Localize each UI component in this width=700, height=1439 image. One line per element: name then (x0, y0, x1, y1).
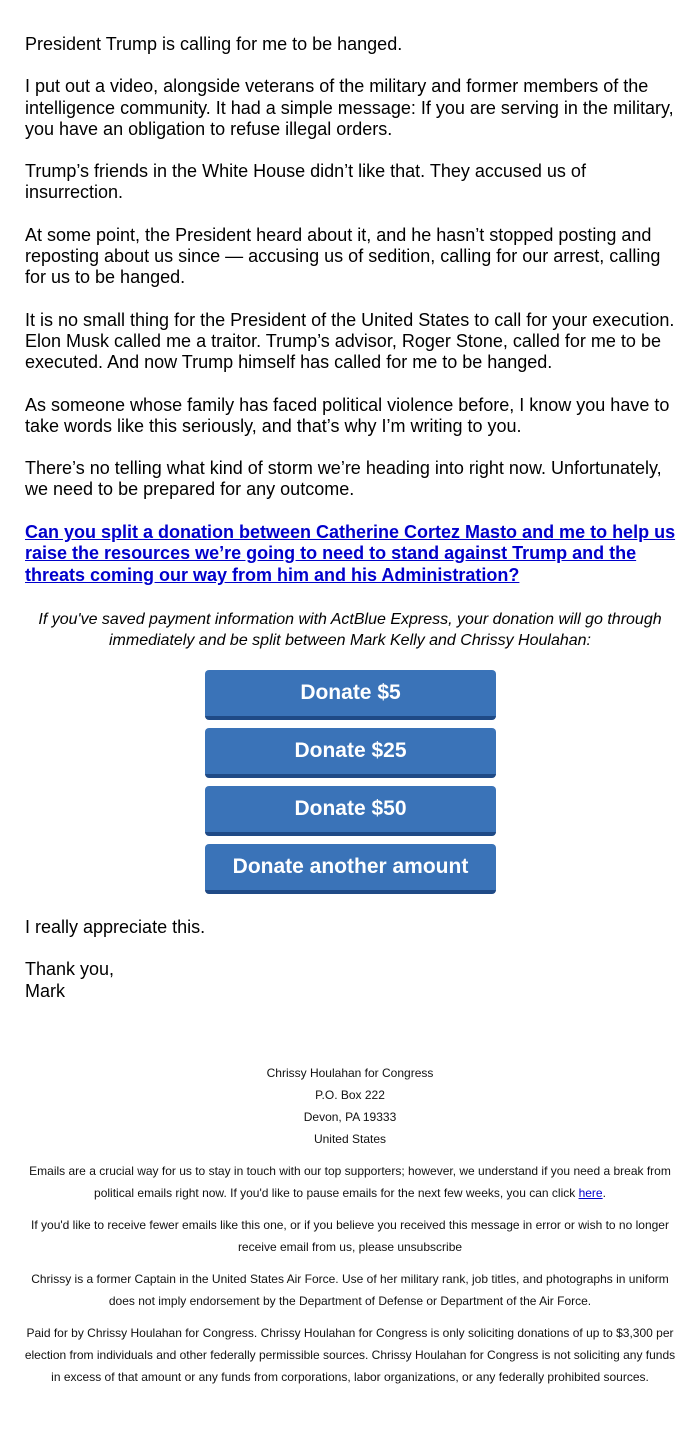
body-paragraph: I put out a video, alongside veterans of the military and former members of the intelligence community. It had a simple message: If you are serving in the military, you have an obligation to refuse illegal orders. (25, 76, 674, 139)
body-paragraph: There’s no telling what kind of storm we’re heading into right now. Unfortunately, we need to be prepared for any outcome. (25, 458, 662, 500)
appreciation-text: I really appreciate this. (25, 917, 206, 937)
military-disclaimer: Chrissy is a former Captain in the United States Air Force. Use of her military rank, job titles, and photographs in uniform does not imply endorsement by the Department of Defense or Department of the Air Force. (31, 1272, 669, 1308)
donate-5-button[interactable]: Donate $5 (205, 670, 496, 720)
body-paragraph: Trump’s friends in the White House didn’t like that. They accused us of insurrection. (25, 161, 586, 203)
body-paragraph: At some point, the President heard about it, and he hasn’t stopped posting and reposting about us since — accusing us of sedition, calling for our arrest, calling for us to be hanged. (25, 224, 661, 288)
donate-other-amount-button[interactable]: Donate another amount (205, 844, 496, 894)
address-country: United States (313, 1132, 387, 1146)
body-paragraph: President Trump is calling for me to be hanged. (25, 34, 403, 54)
body-paragraph: As someone whose family has faced political violence before, I know you have to take words like this seriously, and that’s why I’m writing to you. (25, 394, 670, 436)
email-footer (22, 1062, 678, 1388)
pause-emails-end: . (602, 1186, 606, 1200)
pause-emails-text: Emails are a crucial way for us to stay in touch with our top supporters; however, we understand if you need a break from political emails right now. If you'd like to pause emails for the next few weeks, you can click (29, 1164, 671, 1200)
address-po-box: P.O. Box 222 (315, 1088, 385, 1102)
pause-emails-link[interactable]: here (578, 1186, 603, 1200)
body-paragraph: It is no small thing for the President of the United States to call for your execution. Elon Musk called me a traitor. Trump’s advisor, Roger Stone, called for me to be executed. And now Trump himself has called for me to be hanged. (25, 309, 675, 373)
unsubscribe-notice: If you'd like to receive fewer emails like this one, or if you believe you received this message in error or wish to no longer receive email from us, please unsubscribe (31, 1218, 669, 1254)
donate-button-group (205, 670, 496, 902)
donate-50-button[interactable]: Donate $50 (205, 786, 496, 836)
signature-name: Mark (25, 980, 65, 1001)
donate-25-button[interactable]: Donate $25 (205, 728, 496, 778)
address-org: Chrissy Houlahan for Congress (266, 1066, 434, 1080)
mailing-address (22, 1062, 678, 1150)
email-body (25, 34, 677, 607)
paid-for-disclaimer: Paid for by Chrissy Houlahan for Congress. Chrissy Houlahan for Congress is only soliciting donations of up to $3,300 per election from individuals and other federally permissible sources. Chrissy Houlahan for Congress is not soliciting any funds in excess of that amount or any funds from corporations, labor organizations, or any federally prohibited sources. (24, 1326, 676, 1384)
closing-section (25, 917, 677, 1002)
pause-emails-notice (22, 1160, 678, 1204)
address-city: Devon, PA 19333 (303, 1110, 397, 1124)
actblue-express-note: If you've saved payment information with ActBlue Express, your donation will go through immediately and be split between Mark Kelly and Chrissy Houlahan: (38, 611, 662, 649)
signoff-text: Thank you, (25, 959, 115, 980)
split-donation-link[interactable]: Can you split a donation between Catherine Cortez Masto and me to help us raise the resources we’re going to need to stand against Trump and the threats coming our way from him and his Administration? (25, 521, 676, 585)
